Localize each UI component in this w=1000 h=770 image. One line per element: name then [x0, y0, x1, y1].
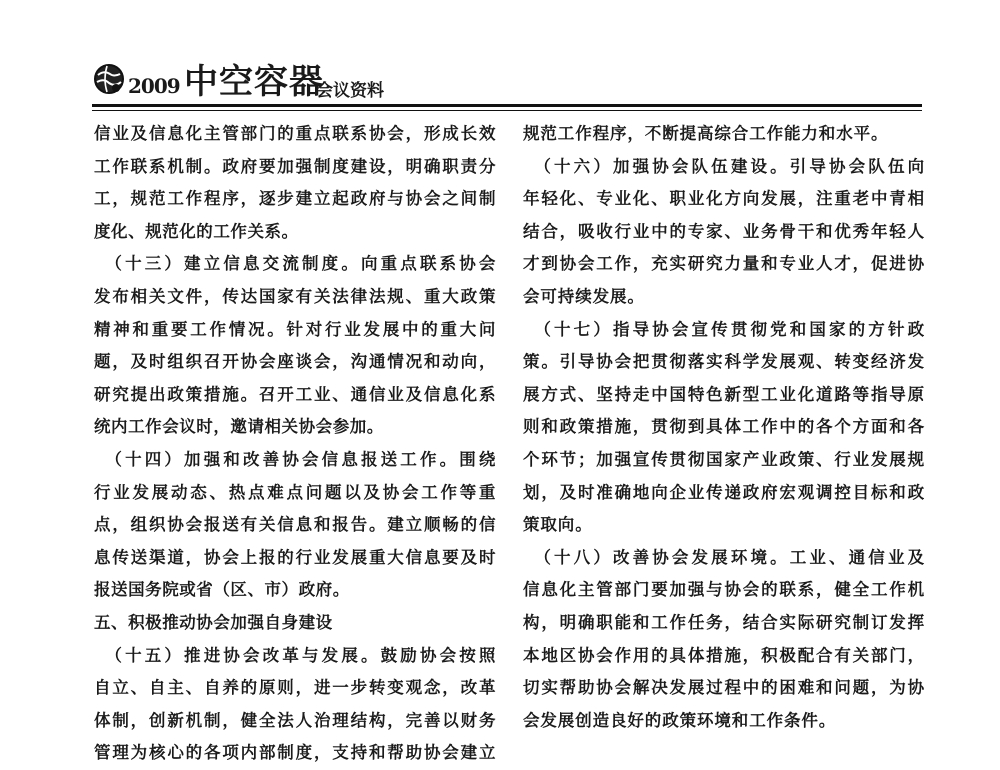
- text-line: 息传送渠道，协会上报的行业发展重大信息要及时: [94, 547, 496, 567]
- text-line: （十八）改善协会发展环境。工业、通信业及: [523, 547, 925, 567]
- right-text-column: [523, 118, 925, 737]
- text-line: 工，规范工作程序，逐步建立起政府与协会之间制: [94, 189, 496, 209]
- text-line: 点，组织协会报送有关信息和报告。建立顺畅的信: [94, 515, 496, 535]
- text-line: 会发展创造良好的政策环境和工作条件。: [523, 710, 837, 730]
- header-brand-title: 中空容器: [184, 62, 324, 102]
- text-line: 会可持续发展。: [523, 286, 645, 306]
- text-line: 信业及信息化主管部门的重点联系协会，形成长效: [94, 124, 496, 143]
- text-line: 管理为核心的各项内部制度，支持和帮助协会建立: [94, 743, 496, 763]
- text-line: 度化、规范化的工作关系。: [94, 221, 299, 241]
- header-rule-thin: [92, 110, 922, 111]
- text-line: （十七）指导协会宣传贯彻党和国家的方针政: [523, 319, 925, 339]
- text-line: 则和政策措施，贯彻到具体工作中的各个方面和各: [523, 417, 925, 437]
- text-line: 研究提出政策措施。召开工业、通信业及信息化系: [94, 384, 496, 404]
- text-line: 构，明确职能和工作任务，结合实际研究制订发挥: [523, 612, 925, 632]
- header-rule-thick: [92, 104, 922, 107]
- text-line: 切实帮助协会解决发展过程中的困难和问题，为协: [523, 678, 925, 698]
- text-line: （十三）建立信息交流制度。向重点联系协会: [94, 254, 496, 274]
- text-line: 策取向。: [523, 515, 593, 535]
- text-line: 结合，吸收行业中的专家、业务骨干和优秀年轻人: [523, 221, 925, 241]
- text-line: 行业发展动态、热点难点问题以及协会工作等重: [94, 482, 496, 502]
- text-line: 划，及时准确地向企业传递政府宏观调控目标和政: [523, 482, 925, 502]
- text-line: （十六）加强协会队伍建设。引导协会队伍向: [523, 156, 925, 176]
- text-line: 个环节；加强宣传贯彻国家产业政策、行业发展规: [523, 449, 925, 469]
- text-line: （十五）推进协会改革与发展。鼓励协会按照: [94, 645, 496, 665]
- text-line: 体制，创新机制，健全法人治理结构，完善以财务: [94, 710, 496, 730]
- text-line: 年轻化、专业化、职业化方向发展，注重老中青相: [523, 189, 925, 209]
- text-line: 本地区协会作用的具体措施，积极配合有关部门，: [523, 645, 925, 665]
- section-heading: 五、积极推动协会加强自身建设: [94, 612, 333, 632]
- text-line: 信息化主管部门要加强与协会的联系，健全工作机: [523, 580, 925, 600]
- text-line: 规范工作程序，不断提高综合工作能力和水平。: [523, 124, 889, 143]
- page-header: [0, 0, 830, 102]
- text-line: 统内工作会议时，邀请相关协会参加。: [94, 417, 384, 437]
- text-line: 发布相关文件，传达国家有关法律法规、重大政策: [94, 286, 496, 306]
- text-line: 题，及时组织召开协会座谈会，沟通情况和动向，: [94, 352, 496, 372]
- text-line: 报送国务院或省（区、市）政府。: [94, 580, 350, 600]
- globe-emblem-icon: [92, 62, 126, 96]
- text-line: 才到协会工作，充实研究力量和专业人才，促进协: [523, 254, 925, 274]
- text-line: 策。引导协会把贯彻落实科学发展观、转变经济发: [523, 352, 925, 372]
- text-line: 展方式、坚持走中国特色新型工业化道路等指导原: [523, 384, 925, 404]
- text-line: 自立、自主、自养的原则，进一步转变观念，改革: [94, 678, 496, 698]
- text-line: （十四）加强和改善协会信息报送工作。围绕: [94, 449, 496, 469]
- header-year: 2009: [128, 74, 180, 98]
- text-line: 精神和重要工作情况。针对行业发展中的重大问: [94, 319, 496, 339]
- text-line: 工作联系机制。政府要加强制度建设，明确职责分: [94, 156, 496, 176]
- header-subtitle: 会议资料: [316, 81, 384, 101]
- left-text-column: [94, 118, 496, 770]
